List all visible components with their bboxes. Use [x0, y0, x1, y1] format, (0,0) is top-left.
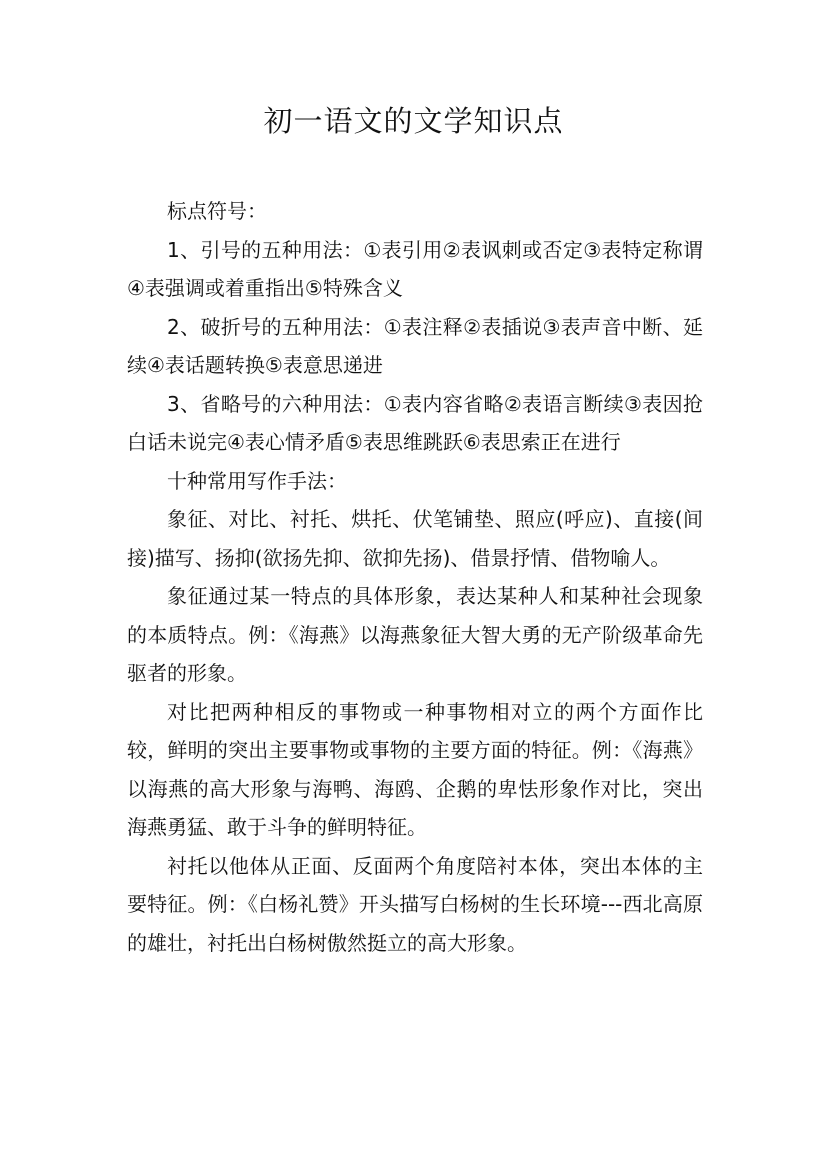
document-title: 初一语文的文学知识点	[263, 104, 564, 138]
paragraph-foil: 衬托以他体从正面、反面两个角度陪衬本体，突出本体的主要特征。例：《白杨礼赞》开头描写白杨树的生长环境---西北高原的雄壮，衬托出白杨树傲然挺立的高大形象。	[127, 853, 703, 955]
paragraph-quotation-marks: 1、引号的五种用法：①表引用②表讽刺或否定③表特定称谓④表强调或着重指出⑤特殊含义	[127, 237, 703, 300]
paragraph-symbolism: 象征通过某一特点的具体形象，表达某种人和某种社会现象的本质特点。例：《海燕》以海燕象征大智大勇的无产阶级革命先驱者的形象。	[127, 584, 703, 685]
paragraph-techniques-list: 象征、对比、衬托、烘托、伏笔铺垫、照应(呼应)、直接(间接)描写、扬抑(欲扬先抑、欲抑先扬)、借景抒情、借物喻人。	[127, 507, 703, 570]
paragraph-ellipsis: 3、省略号的六种用法：①表内容省略②表语言断续③表因抢白话未说完④表心情矛盾⑤表思维跳跃⑥表思索正在进行	[127, 391, 703, 454]
paragraph-dash: 2、破折号的五种用法：①表注释②表插说③表声音中断、延续④表话题转换⑤表意思递进	[127, 314, 703, 377]
paragraph-writing-techniques-heading: 十种常用写作手法：	[167, 468, 347, 493]
paragraph-punctuation-heading: 标点符号：	[167, 199, 267, 223]
paragraph-contrast: 对比把两种相反的事物或一种事物相对立的两个方面作比较，鲜明的突出主要事物或事物的主要方面的特征。例：《海燕》以海燕的高大形象与海鸭、海鸥、企鹅的卑怯形象作对比，突出海燕勇猛、敢于斗争的鲜明特征。	[127, 699, 703, 839]
document-body	[127, 192, 703, 962]
